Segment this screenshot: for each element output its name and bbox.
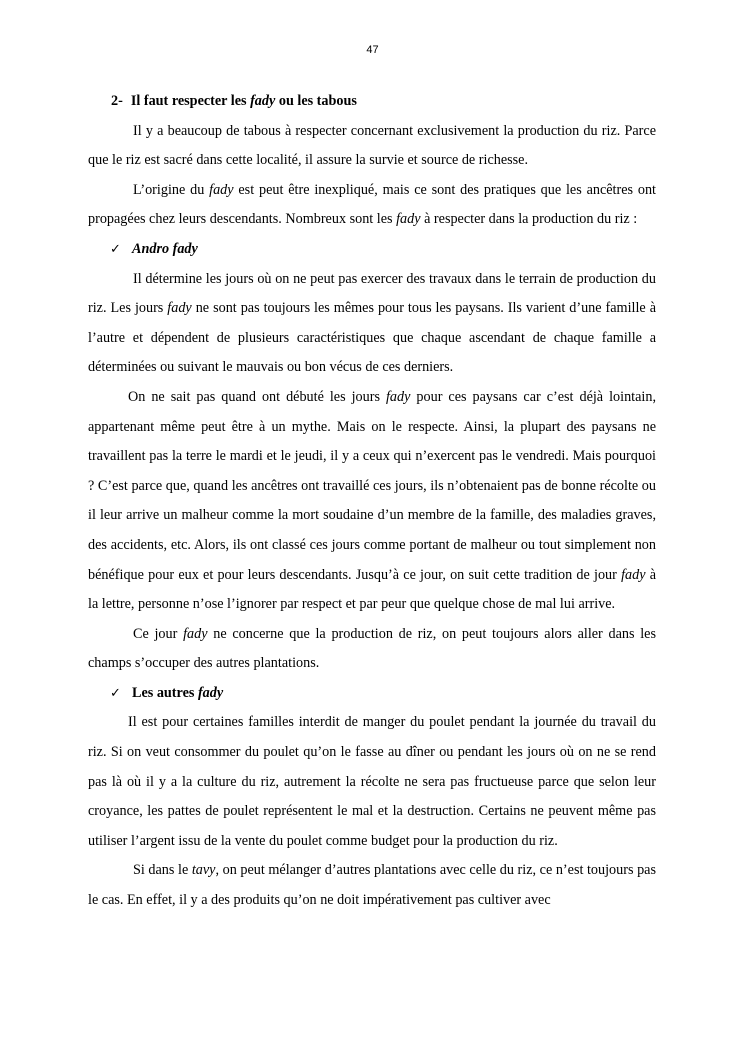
paragraph-3 xyxy=(88,265,656,383)
paragraph-2-text-c: à respecter dans la production du riz : xyxy=(420,211,638,228)
paragraph-2-italic-1: fady xyxy=(209,181,234,198)
bullet-andro-fady-label: Andro fady xyxy=(132,240,198,257)
paragraph-4-italic-2: fady xyxy=(621,566,646,583)
paragraph-2-text-a: L’origine du xyxy=(133,181,210,198)
paragraph-5-italic-1: fady xyxy=(183,625,208,642)
paragraph-4-text-c: à la lettre, personne n’ose l’ignorer par respect et par peur que quelque chose de mal lui arrive. xyxy=(88,566,656,613)
bullet-les-autres-fady xyxy=(110,679,656,709)
paragraph-7-italic-1: tavy xyxy=(191,862,216,879)
paragraph-4-italic-1: fady xyxy=(385,388,411,405)
paragraph-7-text-b: , on peut mélanger d’autres plantations avec celle du riz, ce n’est toujours pas le cas. En effet, il y a des produits qu’on ne doit impérativement pas cultiver avec xyxy=(88,862,656,909)
section-number: 2- xyxy=(111,93,123,109)
section-title-part1: Il faut respecter les xyxy=(130,93,251,109)
document-body xyxy=(88,87,656,916)
bullet-les-autres-fady-label: Les autres xyxy=(132,684,198,701)
paragraph-4 xyxy=(88,383,656,620)
paragraph-2-italic-2: fady xyxy=(396,211,421,228)
section-title-part2: ou les tabous xyxy=(275,93,357,109)
paragraph-2-text-b: est peut être inexpliqué, mais ce sont des pratiques que les ancêtres ont propagées chez leurs descendants. Nombreux sont les xyxy=(88,181,656,228)
paragraph-4-text-b: pour ces paysans car c’est déjà lointain, appartenant même peut être à un mythe. Mais on le respecte. Ainsi, la plupart des paysans ne travaillent pas la terre le mardi et le jeudi, il y a ceux qui n’exercent pas le vendredi. Mais pourquoi ? C’est parce que, quand les ancêtres ont travaillé ces jours, ils n’obtenaient pas de bonne récolte ou il leur arrive un malheur comme la mort soudaine d’un membre de la famille, des maladies graves, des accidents, etc. Alors, ils ont classé ces jours comme portant de malheur ou tout simplement non bénéfique pour eux et pour leurs descendants. Jusqu’à ce jour, on suit cette tradition de jour xyxy=(88,388,656,583)
paragraph-1: Il y a beaucoup de tabous à respecter concernant exclusivement la production du riz. Parce que le riz est sacré dans cette localité, il assure la survie et source de richesse. xyxy=(88,122,656,169)
paragraph-5 xyxy=(88,620,656,679)
paragraph-3-italic-1: fady xyxy=(167,300,192,317)
page-number: 47 xyxy=(366,44,379,56)
bullet-les-autres-fady-italic: fady xyxy=(197,684,224,701)
paragraph-4-text-a: On ne sait pas quand ont débuté les jours xyxy=(128,388,386,405)
paragraph-5-text-a: Ce jour xyxy=(133,625,184,642)
paragraph-7-text-a: Si dans le xyxy=(133,862,192,879)
section-heading xyxy=(111,87,656,117)
section-title-italic: fady xyxy=(250,93,276,109)
paragraph-2 xyxy=(88,176,656,235)
checkmark-icon: ✓ xyxy=(110,685,121,701)
checkmark-icon: ✓ xyxy=(110,241,121,257)
paragraph-6: Il est pour certaines familles interdit de manger du poulet pendant la journée du travail du riz. Si on veut consommer du poulet qu’on le fasse au dîner ou pendant les jours où on ne se rend pas là où il y a la culture du riz, autrement la récolte ne sera pas fructueuse parce que selon leur croyance, les pattes de poulet représentent le mal et la destruction. Certains ne peuvent même pas utiliser l’argent issu de la vente du poulet comme budget pour la production du riz. xyxy=(88,714,656,849)
paragraph-7 xyxy=(88,856,656,915)
bullet-andro-fady xyxy=(110,235,656,265)
paragraph-3-text-a: Il détermine les jours où on ne peut pas exercer des travaux dans le terrain de production du riz. Les jours xyxy=(88,270,656,317)
paragraph-3-text-b: ne sont pas toujours les mêmes pour tous les paysans. Ils varient d’une famille à l’autre et dépendent de plusieurs caractéristiques que chaque ascendant de chaque famille a déterminées ou suivant le mauvais ou bon vécus de ces derniers. xyxy=(88,300,656,376)
paragraph-5-text-b: ne concerne que la production de riz, on peut toujours alors aller dans les champs s’occuper des autres plantations. xyxy=(88,625,657,672)
